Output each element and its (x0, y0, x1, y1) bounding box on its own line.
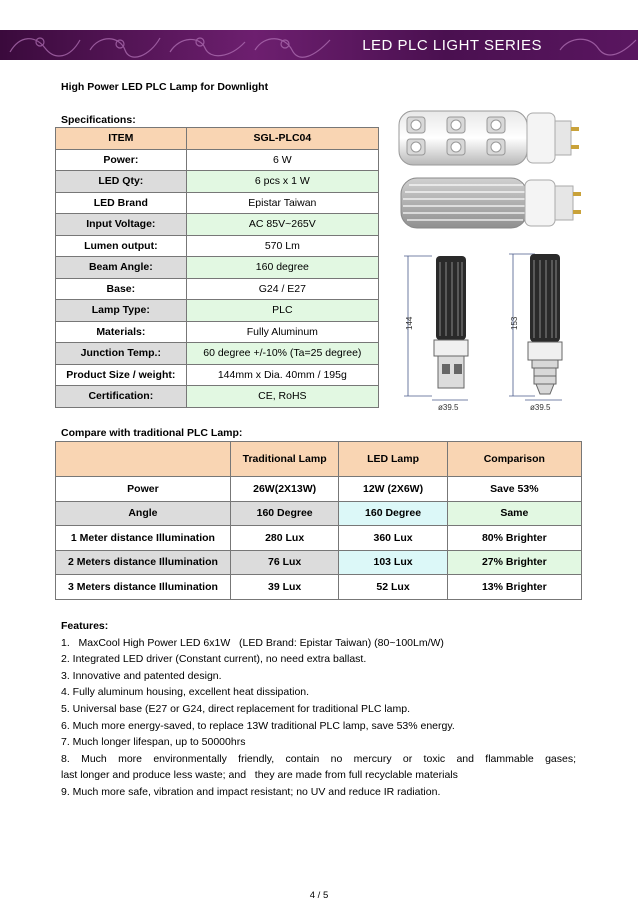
dim-left-height: 144 (405, 316, 414, 330)
spec-header-item: ITEM (56, 128, 187, 150)
features-section (61, 618, 576, 801)
cmp-cell: 360 Lux (339, 526, 447, 551)
cmp-header: Traditional Lamp (230, 442, 339, 477)
dim-right-height: 153 (510, 316, 519, 330)
cmp-header-blank (56, 442, 231, 477)
header-banner (0, 30, 638, 60)
spec-label: Junction Temp.: (56, 343, 187, 365)
feature-item: 1. MaxCool High Power LED 6x1W (LED Brand: Epistar Taiwan) (80~100Lm/W) (61, 636, 444, 649)
specifications-heading: Specifications: (61, 114, 136, 126)
spec-label: Lumen output: (56, 235, 187, 257)
cmp-cell: Power (56, 477, 231, 502)
spec-header-model: SGL-PLC04 (186, 128, 378, 150)
spec-value: 60 degree +/-10% (Ta=25 degree) (186, 343, 378, 365)
spec-value: 6 pcs x 1 W (186, 171, 378, 193)
spec-value: G24 / E27 (186, 278, 378, 300)
cmp-cell: 3 Meters distance Illumination (56, 575, 231, 600)
cmp-cell: 103 Lux (339, 550, 447, 575)
spec-label: LED Qty: (56, 171, 187, 193)
feature-item: 8. Much more environmentally friendly, contain no mercury or toxic and flammable gases; (61, 752, 576, 765)
spec-label: Product Size / weight: (56, 364, 187, 386)
spec-value: 6 W (186, 149, 378, 171)
cmp-cell: 80% Brighter (447, 526, 581, 551)
cmp-cell: 280 Lux (230, 526, 339, 551)
cmp-cell: 52 Lux (339, 575, 447, 600)
lamp-front-photo (395, 105, 585, 171)
spec-value: 160 degree (186, 257, 378, 279)
spec-label: Certification: (56, 386, 187, 408)
cmp-cell: 160 Degree (230, 501, 339, 526)
cmp-cell: 76 Lux (230, 550, 339, 575)
dim-left-dia: ø39.5 (438, 403, 459, 412)
spec-value: 144mm x Dia. 40mm / 195g (186, 364, 378, 386)
page-number: 4 / 5 (309, 890, 329, 901)
spec-label: LED Brand (56, 192, 187, 214)
features-heading: Features: (61, 620, 109, 632)
feature-item: 6. Much more energy-saved, to replace 13W traditional PLC lamp, save 53% energy. (61, 719, 455, 732)
cmp-header: Comparison (447, 442, 581, 477)
cmp-cell: Same (447, 501, 581, 526)
feature-item: 2. Integrated LED driver (Constant current), no need extra ballast. (61, 653, 367, 666)
compare-heading: Compare with traditional PLC Lamp: (61, 427, 243, 439)
spec-label: Input Voltage: (56, 214, 187, 236)
spec-label: Lamp Type: (56, 300, 187, 322)
cmp-cell: 39 Lux (230, 575, 339, 600)
feature-item: 5. Universal base (E27 or G24, direct replacement for traditional PLC lamp. (61, 702, 410, 715)
dimension-drawing (400, 248, 585, 413)
banner-title: LED PLC LIGHT SERIES (362, 37, 542, 54)
cmp-cell: Save 53% (447, 477, 581, 502)
cmp-header: LED Lamp (339, 442, 447, 477)
spec-value: CE, RoHS (186, 386, 378, 408)
feature-item: 3. Innovative and patented design. (61, 669, 222, 682)
spec-label: Power: (56, 149, 187, 171)
spec-label: Materials: (56, 321, 187, 343)
cmp-cell: 13% Brighter (447, 575, 581, 600)
specifications-table (55, 127, 379, 408)
cmp-cell: 27% Brighter (447, 550, 581, 575)
feature-item: last longer and produce less waste; and they are made from full recyclable materials (61, 769, 458, 782)
cmp-cell: 12W (2X6W) (339, 477, 447, 502)
floral-pattern (0, 30, 638, 60)
spec-label: Base: (56, 278, 187, 300)
lamp-side-photo (395, 172, 585, 234)
comparison-table (55, 441, 582, 600)
cmp-cell: 2 Meters distance Illumination (56, 550, 231, 575)
cmp-cell: 160 Degree (339, 501, 447, 526)
cmp-cell: 1 Meter distance Illumination (56, 526, 231, 551)
cmp-cell: Angle (56, 501, 231, 526)
spec-value: Epistar Taiwan (186, 192, 378, 214)
feature-item: 9. Much more safe, vibration and impact resistant; no UV and reduce IR radiation. (61, 785, 441, 798)
spec-value: Fully Aluminum (186, 321, 378, 343)
spec-value: AC 85V~265V (186, 214, 378, 236)
dim-right-dia: ø39.5 (530, 403, 551, 412)
spec-label: Beam Angle: (56, 257, 187, 279)
product-title: High Power LED PLC Lamp for Downlight (61, 81, 269, 93)
spec-value: PLC (186, 300, 378, 322)
feature-item: 4. Fully aluminum housing, excellent heat dissipation. (61, 686, 310, 699)
feature-item: 7. Much longer lifespan, up to 50000hrs (61, 736, 246, 749)
spec-value: 570 Lm (186, 235, 378, 257)
cmp-cell: 26W(2X13W) (230, 477, 339, 502)
